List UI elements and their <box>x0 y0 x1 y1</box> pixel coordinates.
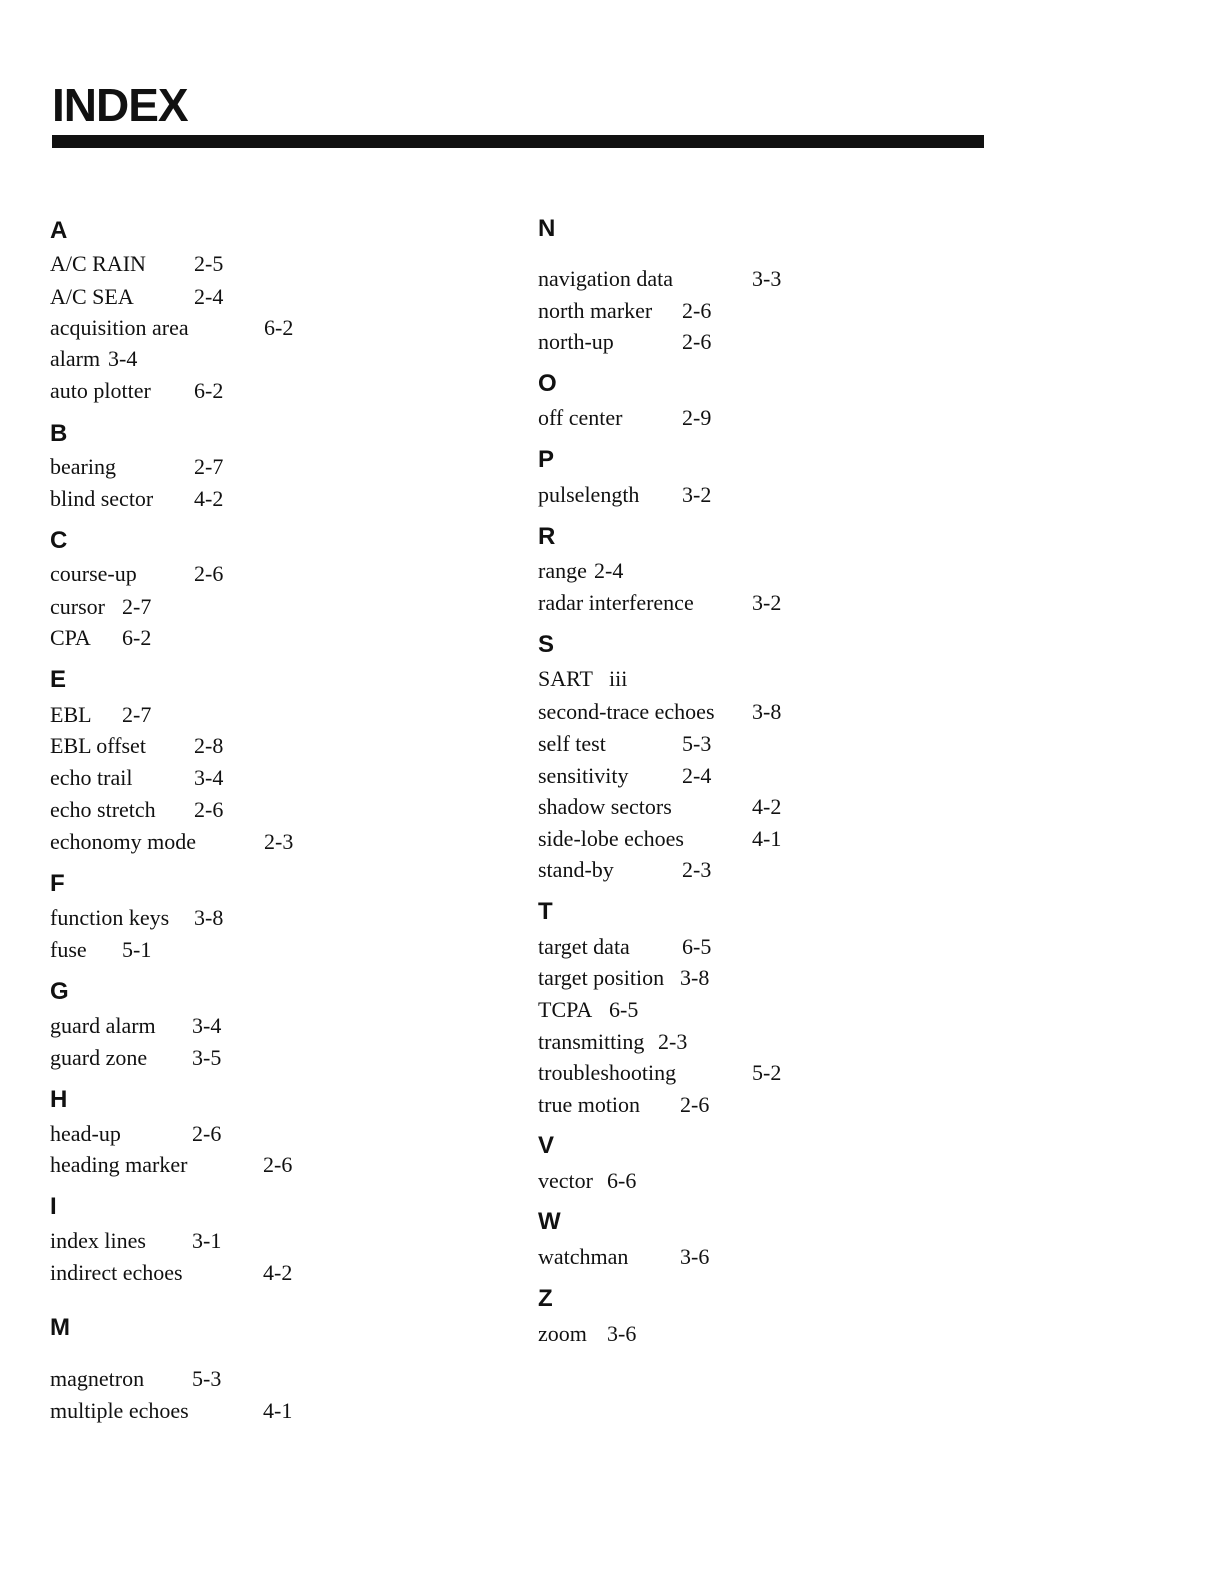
index-page-ref: 3-4 <box>108 346 138 371</box>
index-page-ref: 2-6 <box>263 1152 293 1177</box>
index-term: guard zone <box>50 1045 148 1070</box>
index-entry <box>50 1398 293 1423</box>
index-letter-heading: M <box>50 1314 70 1341</box>
index-term: stand-by <box>538 857 614 882</box>
index-page-ref: 4-1 <box>752 826 782 851</box>
index-term: transmitting <box>538 1029 645 1054</box>
index-page-ref: 3-4 <box>192 1013 222 1038</box>
index-entry <box>50 733 224 758</box>
index-term: A/C RAIN <box>50 251 146 276</box>
index-term: self test <box>538 731 606 756</box>
index-page-ref: 6-2 <box>264 315 294 340</box>
index-page-ref: 3-8 <box>680 965 710 990</box>
index-term: multiple echoes <box>50 1398 189 1423</box>
index-entry <box>50 454 224 479</box>
index-term: zoom <box>538 1321 587 1346</box>
index-page-ref: 2-4 <box>194 284 224 309</box>
index-entry <box>538 731 712 756</box>
index-entry <box>538 857 712 882</box>
index-term: true motion <box>538 1092 641 1117</box>
index-letter-heading: F <box>50 870 65 897</box>
index-entry <box>50 905 224 930</box>
index-term: target data <box>538 934 630 959</box>
index-entry <box>50 1260 293 1285</box>
index-page-ref: 3-3 <box>752 266 782 291</box>
index-entry <box>538 1168 637 1193</box>
index-term: bearing <box>50 454 116 479</box>
index-page-ref: 5-3 <box>192 1366 222 1391</box>
index-page-ref: 3-6 <box>607 1321 637 1346</box>
index-entry <box>538 1321 637 1346</box>
index-letter-heading: A <box>50 217 68 244</box>
index-term: head-up <box>50 1121 121 1146</box>
index-term: auto plotter <box>50 378 151 403</box>
index-entry <box>50 486 224 511</box>
index-entry <box>538 1029 688 1054</box>
index-letter-heading: V <box>538 1132 555 1159</box>
index-page-ref: 2-7 <box>194 454 224 479</box>
index-term: target position <box>538 965 665 990</box>
index-entry <box>538 1060 782 1085</box>
index-page-ref: iii <box>609 666 628 691</box>
index-term: cursor <box>50 594 105 619</box>
index-entry <box>50 702 152 727</box>
index-letter-heading: R <box>538 523 556 550</box>
index-entry <box>50 937 152 962</box>
index-page-ref: 2-8 <box>194 733 224 758</box>
index-term: heading marker <box>50 1152 188 1177</box>
index-entry <box>50 346 138 371</box>
index-page-ref: 3-2 <box>752 590 782 615</box>
index-page-ref: 2-7 <box>122 702 152 727</box>
index-term: blind sector <box>50 486 154 511</box>
index-term: alarm <box>50 346 101 371</box>
index-entry <box>50 829 294 854</box>
index-term: SART <box>538 666 593 691</box>
index-page-ref: 3-5 <box>192 1045 222 1070</box>
index-page-ref: 2-3 <box>264 829 294 854</box>
index-letter-heading: S <box>538 631 555 658</box>
index-entry <box>50 797 224 822</box>
index-term: magnetron <box>50 1366 145 1391</box>
index-letter-heading: E <box>50 666 67 693</box>
index-page-ref: 5-2 <box>752 1060 782 1085</box>
index-term: pulselength <box>538 482 640 507</box>
index-page-ref: 6-5 <box>609 997 639 1022</box>
index-term: sensitivity <box>538 763 629 788</box>
index-page-ref: 6-5 <box>682 934 712 959</box>
index-entry <box>50 1152 293 1177</box>
index-entry <box>50 1013 222 1038</box>
index-page-ref: 2-4 <box>594 558 624 583</box>
index-letter-heading: O <box>538 370 557 397</box>
index-letter-heading: I <box>50 1193 57 1220</box>
index-entry <box>538 934 712 959</box>
index-term: echo stretch <box>50 797 156 822</box>
index-page-ref: 2-7 <box>122 594 152 619</box>
index-letter-heading: C <box>50 527 68 554</box>
index-entry <box>50 378 224 403</box>
index-entry <box>538 1244 710 1269</box>
index-entry <box>50 561 224 586</box>
index-term: A/C SEA <box>50 284 134 309</box>
index-letter-heading: N <box>538 215 556 242</box>
index-term: second-trace echoes <box>538 699 715 724</box>
index-term: north-up <box>538 329 614 354</box>
index-page-ref: 2-5 <box>194 251 224 276</box>
index-page-ref: 2-6 <box>194 561 224 586</box>
index-entry <box>538 558 624 583</box>
index-entry <box>50 1366 222 1391</box>
index-entry <box>538 266 782 291</box>
index-letter-heading: B <box>50 420 68 447</box>
index-term: vector <box>538 1168 593 1193</box>
index-entry <box>538 965 710 990</box>
index-page-ref: 4-2 <box>263 1260 293 1285</box>
index-page-ref: 5-1 <box>122 937 152 962</box>
index-letter-heading: P <box>538 446 555 473</box>
index-letter-heading: T <box>538 898 553 925</box>
index-entry <box>538 763 712 788</box>
index-page-ref: 6-2 <box>194 378 224 403</box>
index-page-ref: 3-8 <box>194 905 224 930</box>
index-page-ref: 3-6 <box>680 1244 710 1269</box>
index-term: TCPA <box>538 997 593 1022</box>
index-term: troubleshooting <box>538 1060 677 1085</box>
index-page-ref: 2-6 <box>680 1092 710 1117</box>
index-entry <box>538 826 782 851</box>
index-term: EBL <box>50 702 92 727</box>
index-term: echonomy mode <box>50 829 197 854</box>
index-entry <box>50 1121 222 1146</box>
index-entry <box>538 699 782 724</box>
index-page-ref: 6-2 <box>122 625 152 650</box>
index-page-ref: 6-6 <box>607 1168 637 1193</box>
index-term: north marker <box>538 298 653 323</box>
index-entry <box>50 251 224 276</box>
index-page-ref: 3-2 <box>682 482 712 507</box>
index-page-ref: 2-6 <box>682 298 712 323</box>
index-term: fuse <box>50 937 87 962</box>
index-entry <box>538 997 639 1022</box>
index-entry <box>50 594 152 619</box>
index-entry <box>538 298 712 323</box>
index-page-ref: 2-4 <box>682 763 712 788</box>
index-term: function keys <box>50 905 170 930</box>
index-term: CPA <box>50 625 91 650</box>
index-entry <box>50 1228 222 1253</box>
index-entry <box>50 1045 222 1070</box>
index-page-ref: 2-3 <box>682 857 712 882</box>
index-entry <box>538 666 628 691</box>
index-letter-heading: H <box>50 1086 68 1113</box>
index-page-ref: 5-3 <box>682 731 712 756</box>
index-entry <box>538 794 782 819</box>
index-term: course-up <box>50 561 137 586</box>
index-term: shadow sectors <box>538 794 672 819</box>
index-term: range <box>538 558 587 583</box>
index-term: side-lobe echoes <box>538 826 684 851</box>
index-entry <box>538 590 782 615</box>
index-entry <box>50 765 224 790</box>
index-page-ref: 4-1 <box>263 1398 293 1423</box>
index-entry <box>50 625 152 650</box>
index-entry <box>538 1092 710 1117</box>
index-page-ref: 3-1 <box>192 1228 222 1253</box>
title-rule <box>52 135 984 148</box>
index-entry <box>538 482 712 507</box>
index-term: index lines <box>50 1228 146 1253</box>
index-page-ref: 2-6 <box>682 329 712 354</box>
index-entry <box>50 315 294 340</box>
index-term: indirect echoes <box>50 1260 183 1285</box>
index-entry <box>50 284 224 309</box>
index-letter-heading: W <box>538 1208 561 1235</box>
page-title: INDEX <box>52 79 188 131</box>
index-page-ref: 4-2 <box>194 486 224 511</box>
index-page-ref: 2-6 <box>194 797 224 822</box>
index-term: watchman <box>538 1244 629 1269</box>
index-term: off center <box>538 405 623 430</box>
index-term: echo trail <box>50 765 133 790</box>
index-page-ref: 3-4 <box>194 765 224 790</box>
index-term: acquisition area <box>50 315 189 340</box>
index-page-ref: 4-2 <box>752 794 782 819</box>
index-term: guard alarm <box>50 1013 156 1038</box>
index-letter-heading: Z <box>538 1285 553 1312</box>
index-entry <box>538 329 712 354</box>
index-page-ref: 3-8 <box>752 699 782 724</box>
index-term: navigation data <box>538 266 674 291</box>
index-letter-heading: G <box>50 978 69 1005</box>
index-page-ref: 2-6 <box>192 1121 222 1146</box>
index-entry <box>538 405 712 430</box>
index-term: EBL offset <box>50 733 146 758</box>
index-term: radar interference <box>538 590 694 615</box>
index-page-ref: 2-3 <box>658 1029 688 1054</box>
index-page-ref: 2-9 <box>682 405 712 430</box>
